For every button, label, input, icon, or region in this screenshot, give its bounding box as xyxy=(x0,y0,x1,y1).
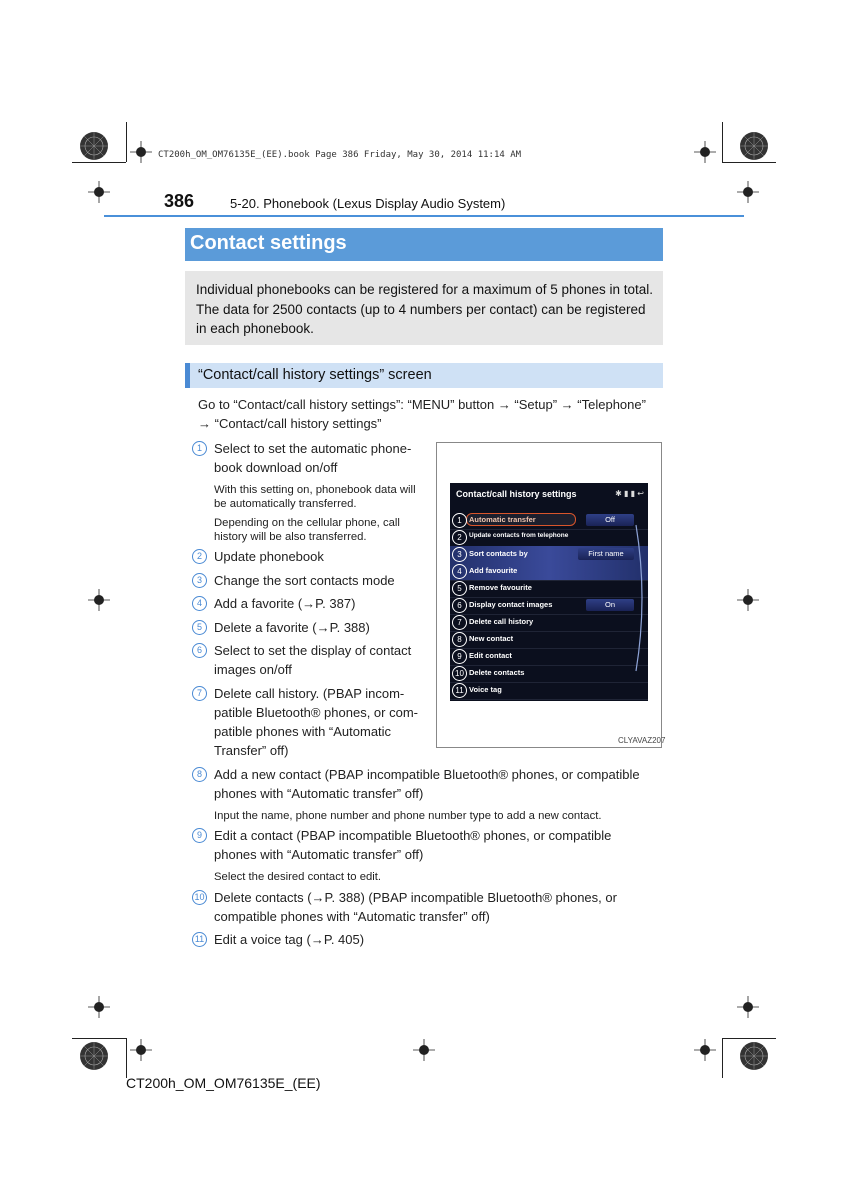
row-label: Delete call history xyxy=(469,617,534,626)
item-line: Update phonebook xyxy=(214,549,324,564)
crop-line xyxy=(72,162,126,163)
nav-line: Go to “Contact/call history settings”: “MENU” button → “Setup” → “Telephone” xyxy=(198,397,646,412)
item-number: 11 xyxy=(192,932,207,947)
list-item xyxy=(214,439,425,477)
item-number: 3 xyxy=(192,573,207,588)
row-number: 10 xyxy=(452,666,467,681)
row-label: Display contact images xyxy=(469,600,553,609)
list-item xyxy=(214,826,660,864)
row-number: 3 xyxy=(452,547,467,562)
screen-title: Contact/call history settings xyxy=(456,489,577,499)
item-number: 1 xyxy=(192,441,207,456)
item-number: 9 xyxy=(192,828,207,843)
item-number: 8 xyxy=(192,767,207,782)
note-line: history will be also transferred. xyxy=(214,531,367,543)
item-line: book download on/off xyxy=(214,460,338,475)
row-number: 9 xyxy=(452,649,467,664)
row-value: On xyxy=(586,599,634,611)
item-line: Add a favorite (→P. 387) xyxy=(214,596,356,611)
crop-line xyxy=(126,1038,127,1078)
screen-row-display-images xyxy=(450,597,648,615)
image-code: CLYAVAZ207 xyxy=(618,736,666,745)
item-number: 10 xyxy=(192,890,207,905)
navigation-path xyxy=(198,395,660,433)
item-line: Delete call history. (PBAP incom- xyxy=(214,686,405,701)
registration-rosette-icon xyxy=(739,1041,769,1071)
crosshair-icon xyxy=(737,589,759,611)
row-label: Edit contact xyxy=(469,651,512,660)
section-title: Contact settings xyxy=(190,232,347,254)
screen-row-voice-tag xyxy=(450,682,648,700)
crosshair-icon xyxy=(694,141,716,163)
item-line: Select to set the automatic phone- xyxy=(214,441,412,456)
screen-row-automatic-transfer xyxy=(450,512,648,530)
row-value: Off xyxy=(586,514,634,526)
footer-code: CT200h_OM_OM76135E_(EE) xyxy=(126,1075,321,1091)
row-number: 4 xyxy=(452,564,467,579)
header-rule xyxy=(104,215,744,217)
note-line: Depending on the cellular phone, call xyxy=(214,517,400,529)
status-icons: ✱ ▮ ▮ ↩ xyxy=(615,489,644,498)
list-item xyxy=(214,684,425,760)
item-note xyxy=(214,483,429,511)
screen-row-new-contact xyxy=(450,631,648,649)
crosshair-icon xyxy=(88,181,110,203)
item-line: Transfer” off) xyxy=(214,743,289,758)
row-number: 11 xyxy=(452,683,467,698)
screen-row-edit-contact xyxy=(450,648,648,666)
list-item xyxy=(214,547,324,566)
row-label: Add favourite xyxy=(469,566,518,575)
item-note xyxy=(214,516,429,544)
list-item xyxy=(214,930,364,949)
intro-text xyxy=(196,280,656,339)
file-header: CT200h_OM_OM76135E_(EE).book Page 386 Friday, May 30, 2014 11:14 AM xyxy=(158,150,522,160)
item-line: Delete a favorite (→P. 388) xyxy=(214,620,370,635)
row-label: Remove favourite xyxy=(469,583,532,592)
item-note: Select the desired contact to edit. xyxy=(214,871,382,883)
crop-line xyxy=(722,1038,776,1039)
scroll-arc-icon xyxy=(634,523,648,673)
list-item xyxy=(214,641,425,679)
item-line: phones with “Automatic transfer” off) xyxy=(214,786,424,801)
item-line: compatible phones with “Automatic transfer” off) xyxy=(214,909,490,924)
screen-row-add-favourite xyxy=(450,563,648,581)
crosshair-icon xyxy=(694,1039,716,1061)
registration-rosette-icon xyxy=(739,131,769,161)
crosshair-icon xyxy=(737,181,759,203)
subsection-title: “Contact/call history settings” screen xyxy=(198,367,432,383)
row-label: Update contacts from telephone xyxy=(469,532,569,539)
screen-row-update-contacts xyxy=(450,529,648,547)
row-number: 2 xyxy=(452,530,467,545)
item-line: patible phones with “Automatic xyxy=(214,724,392,739)
crop-line xyxy=(722,122,723,162)
item-number: 2 xyxy=(192,549,207,564)
page-number: 386 xyxy=(164,191,195,211)
row-label: Sort contacts by xyxy=(469,549,528,558)
row-number: 1 xyxy=(452,513,467,528)
item-number: 4 xyxy=(192,596,207,611)
row-number: 8 xyxy=(452,632,467,647)
item-line: Change the sort contacts mode xyxy=(214,573,395,588)
row-label: Automatic transfer xyxy=(469,515,536,524)
item-line: Select to set the display of contact xyxy=(214,643,412,658)
intro-line: Individual phonebooks can be registered for a maximum of 5 phones in total. xyxy=(196,282,654,297)
row-label: Voice tag xyxy=(469,685,502,694)
item-line: Edit a voice tag (→P. 405) xyxy=(214,932,365,947)
screen-row-sort-contacts xyxy=(450,546,648,564)
intro-line: in each phonebook. xyxy=(196,321,314,336)
item-note: Input the name, phone number and phone number type to add a new contact. xyxy=(214,810,602,822)
item-line: Add a new contact (PBAP incompatible Bluetooth® phones, or compatible xyxy=(214,767,640,782)
screen-row-remove-favourite xyxy=(450,580,648,598)
crop-line xyxy=(126,122,127,162)
list-item xyxy=(214,618,370,637)
row-number: 6 xyxy=(452,598,467,613)
crosshair-icon xyxy=(130,141,152,163)
running-head: 5-20. Phonebook (Lexus Display Audio System) xyxy=(230,196,506,211)
list-item xyxy=(214,765,660,803)
item-number: 7 xyxy=(192,686,207,701)
item-number: 6 xyxy=(192,643,207,658)
list-item xyxy=(214,594,355,613)
crop-line xyxy=(72,1038,126,1039)
note-line: be automatically transferred. xyxy=(214,498,357,510)
row-number: 5 xyxy=(452,581,467,596)
item-line: Delete contacts (→P. 388) (PBAP incompatible Bluetooth® phones, or xyxy=(214,890,617,905)
screen-row-delete-contacts xyxy=(450,665,648,683)
item-line: images on/off xyxy=(214,662,292,677)
item-line: Edit a contact (PBAP incompatible Bluetooth® phones, or compatible xyxy=(214,828,612,843)
crop-line xyxy=(722,162,776,163)
list-item xyxy=(214,888,660,926)
row-label: New contact xyxy=(469,634,514,643)
crosshair-icon xyxy=(130,1039,152,1061)
row-value: First name xyxy=(578,548,634,560)
row-number: 7 xyxy=(452,615,467,630)
item-line: patible Bluetooth® phones, or com- xyxy=(214,705,418,720)
crosshair-icon xyxy=(88,589,110,611)
registration-rosette-icon xyxy=(79,1041,109,1071)
settings-screen-image xyxy=(450,483,648,701)
crosshair-icon xyxy=(737,996,759,1018)
registration-rosette-icon xyxy=(79,131,109,161)
item-number: 5 xyxy=(192,620,207,635)
nav-line: → “Contact/call history settings” xyxy=(198,416,382,431)
note-line: With this setting on, phonebook data will xyxy=(214,484,416,496)
crop-line xyxy=(722,1038,723,1078)
crosshair-icon xyxy=(413,1039,435,1061)
intro-line: The data for 2500 contacts (up to 4 numbers per contact) can be registered xyxy=(196,301,646,317)
screen-row-delete-call-history xyxy=(450,614,648,632)
row-label: Delete contacts xyxy=(469,668,525,677)
list-item xyxy=(214,571,395,590)
crosshair-icon xyxy=(88,996,110,1018)
item-line: phones with “Automatic transfer” off) xyxy=(214,847,424,862)
